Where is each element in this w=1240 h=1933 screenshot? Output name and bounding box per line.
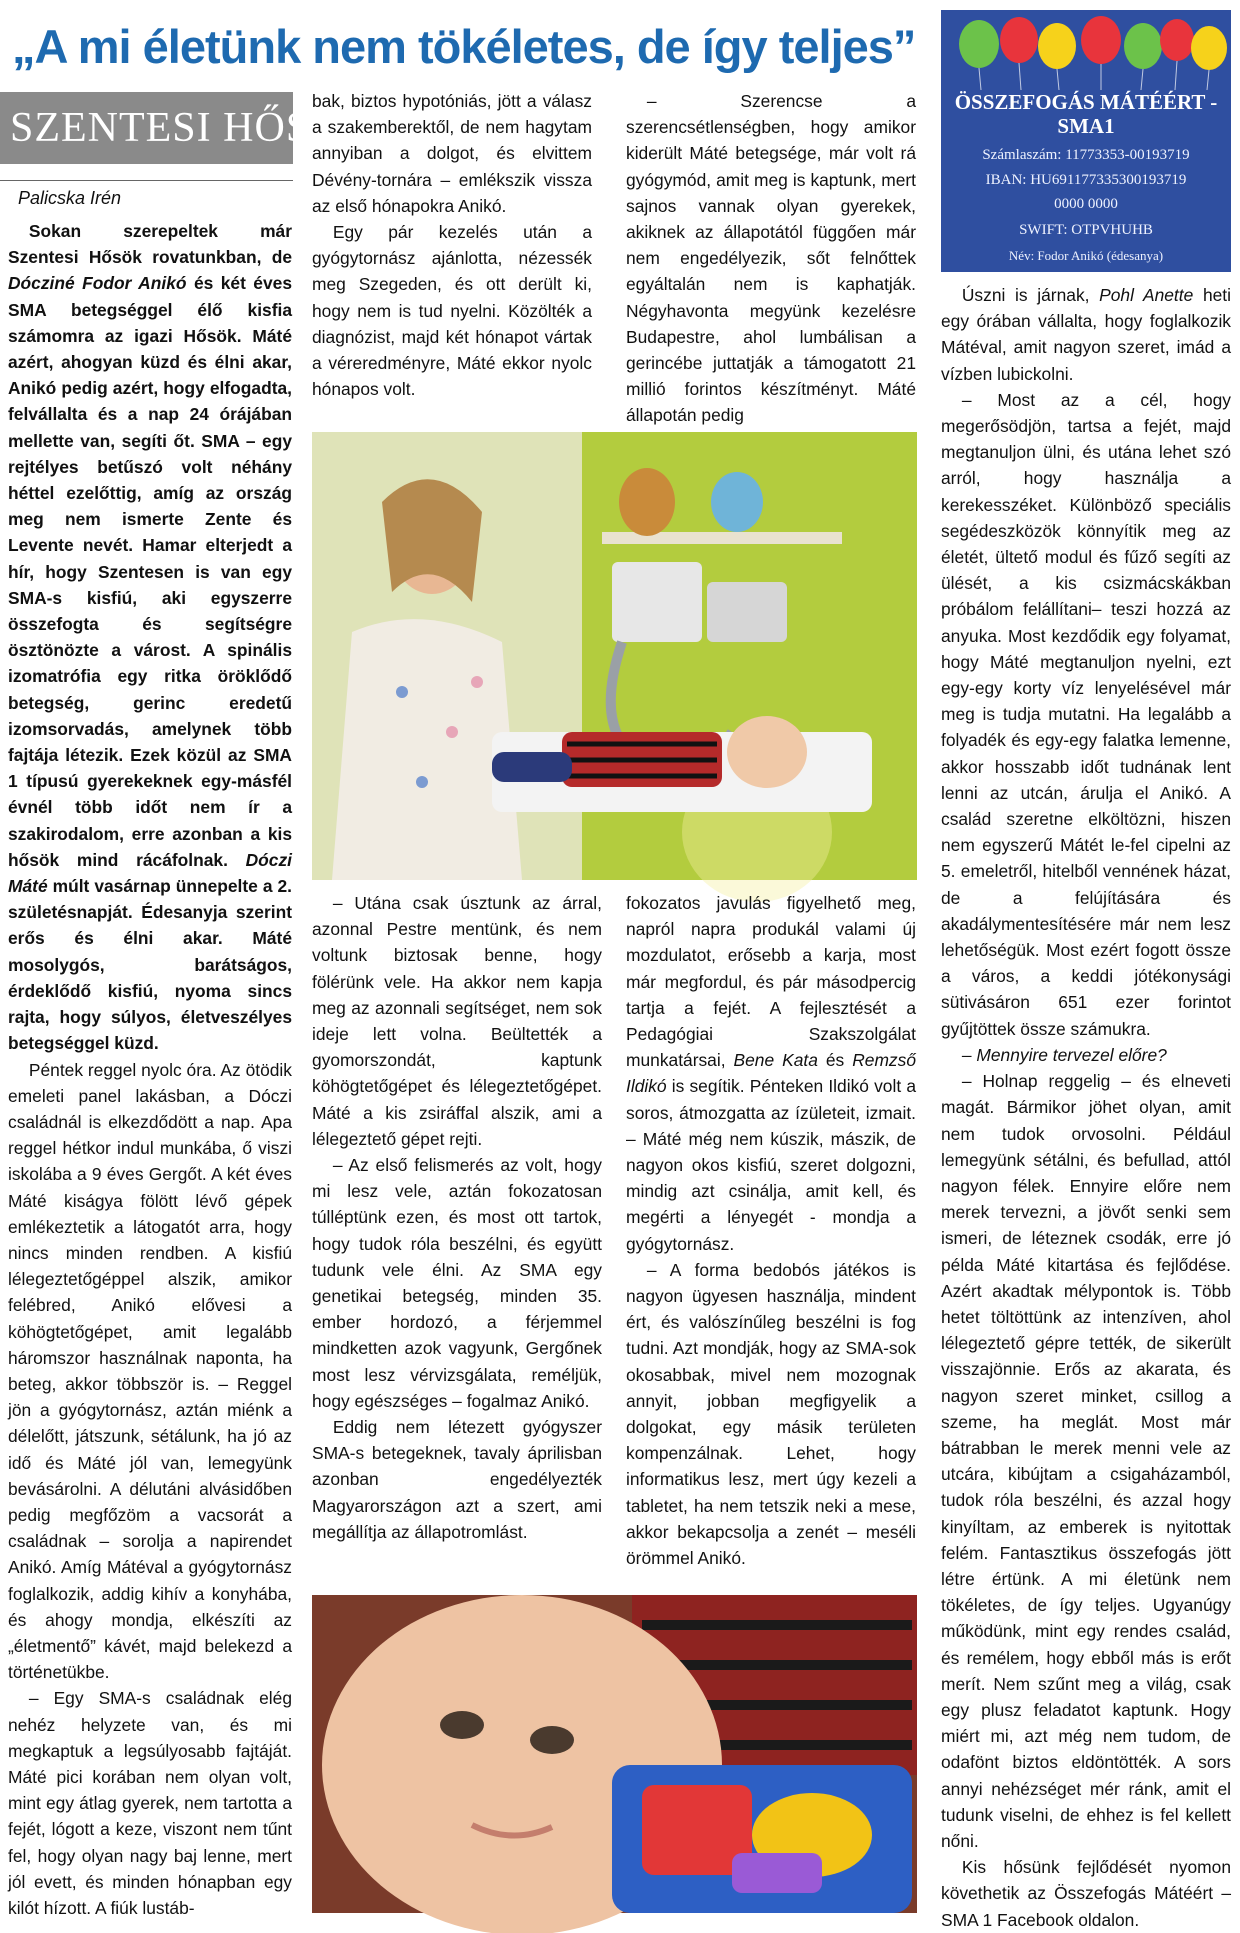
lead-paragraph <box>8 218 292 1057</box>
paragraph: bak, biztos hypotóniás, jött a válasz a szakemberektől, de nem hagytam annyiban a dolgot, és elvittem Dévény-tornára – emlékszik vissza az első hónapokra Anikó. <box>312 91 592 216</box>
paragraph: – Most az a cél, hogy megerősödjön, tartsa a fejét, majd megtanuljon ülni, és utána lehet szó arról, hogy használja a kerekesszéket. Különböző speciális segédeszközök könnyítik meg az életét, ültető modul és fűző segíti az ülését, a kis csizmácskákban próbálom felállítani– teszi hozzá az anyuka. Most kezdődik egy folyamat, hogy Máté megtanuljon nyelni, ezt egy-egy korty víz lenyelésével már meg is tudja mutatni. Ha legalább a folyadék és egy-egy falatka lemenne, akkor hosszabb időt tudnának lent lenni az utcán, árulja el Anikó. A család szeretne elköltözni, hiszen nem egyszerű Mátét le-fel cipelni az 5. emeletről, hitelből vennének házat, de a felújítására és akadálymentesítésére már nem lesz lehetőségük. Most ezért fogott össze a város, a keddi jótékonysági sütivásáron 651 ezer forintot gyűjtöttek össze számukra. <box>941 389 1231 1039</box>
paragraph <box>626 890 916 1257</box>
paragraph: – Holnap reggelig – és elneveti magát. Bármikor jöhet olyan, amit nem tudok orvosolni. Például lemegyünk sétálni, és befullad, attól nagyon félek. Ennyire előre nem merek tervezni, a jövőt senki sem ismeri, de léteznek csodák, erre jó példa Máté kitartása és fejlődése. Azért akadtak mélypontok is. Több hetet töltöttünk az intenzíven, ahol lélegeztető gépre tették, de sikerült visszajönnie. Erős az akarata, és nagyon szeret minket, csillog a szeme, ha meglát. Most már bátrabban le merek menni vele az utcára, kibújtam a csigaházamból, tudok róla beszélni, és azzal hogy kinyíltam, az emberek is nyitottak felém. Fantasztikus összefogás jött létre értünk. A mi életünk nem tökéletes, de így teljes. Ugyanúgy működünk, mint egy rendes család, és remélem, hogy ebből más is erőt merít. Nem szűnt meg a világ, csak egy plusz feladatot kaptunk. Hogy miért mi, azt még nem tudom, de odafönt biztos eldöntötték. A sors annyi nehézséget mér ránk, amit el tudunk viselni, de ehhez is fel kellett nőni. <box>941 1071 1231 1851</box>
text-span: is segítik. Pénteken Ildikó volt a soros, átmozgatta az ízületeit, izmait. – Máté még nem kúszik, mászik, de nagyon okos kisfiú, szeret dolgozni, mindig azt csinálja, amit kell, és megérti a lényegét - mondja a gyógytornász. <box>626 1076 916 1254</box>
balloon-icon <box>1160 19 1194 61</box>
paragraph: – Egy SMA-s családnak elég nehéz helyzete van, és mi megkaptuk a legsúlyosabb fajtáját. Máté pici korában nem olyan volt, mint egy átlag gyerek, nem tartotta a fejét, lógott a keze, viszont nem tűnt fel, hogy olyan nagy baj lenne, mert jól evett, és minden hónapban egy kilót hízott. A fiúk lustáb- <box>8 1688 292 1918</box>
balloon-icon <box>1000 17 1038 63</box>
donation-title <box>941 90 1231 138</box>
column-1 <box>8 218 292 1918</box>
balloon-icon <box>1191 26 1227 70</box>
column-2-top <box>312 88 592 418</box>
account-holder: Név: Fodor Anikó (édesanya) <box>1008 248 1164 263</box>
text-span: Sokan szerepeltek már Szentesi Hősök rovatunkban, de <box>8 221 292 268</box>
paragraph: Egy pár kezelés után a gyógytornász ajánlotta, nézessék meg Szegeden, és ott derült ki, hogy nem is tud nyelni. Közölték a diagnózist, majd két hónapot vártak a véreredményre, Máté ekkor nyolc hónapos volt. <box>312 222 592 400</box>
balloon-icon <box>1038 23 1076 69</box>
iban: IBAN: HU691177335300193719 <box>985 172 1187 188</box>
person-name: Pohl Anette <box>1099 285 1194 305</box>
paragraph: – Szerencse a szerencsétlenségben, hogy amikor kiderült Máté betegsége, már volt rá gyógymód, amit meg is kaptunk, mert sajnos vannak olyan gyerekek, akiknek az állapotától függően már nem engedélyezik, sőt felnőttek egyáltalán nem is kaphatják. Négyhavonta megyünk kezelésre Budapestre, ahol lumbálisan a gerincébe juttatják a támogatott 21 millió forintos készítményt. Máté állapotán pedig <box>626 91 916 426</box>
donation-title-line-1: ÖSSZEFOGÁS MÁTÉÉRT - <box>954 90 1218 114</box>
paragraph: Péntek reggel nyolc óra. Az ötödik emeleti panel lakásban, a Dóczi családnál is elkezdődött a nap. Apa reggel hétkor indul munkába, ő viszi iskolába a 9 éves Gergőt. A két éves Máté kiságya fölött lévő gépek emlékeztetik a látogatót arra, hogy nincs minden rendben. A kisfiú lélegeztetőgéppel alszik, amikor felébred, Anikó elővesi a köhögtetőgépet, amit legalább háromszor használnak naponta, ha beteg, akkor többször is. – Reggel jön a gyógytornász, aztán miénk a délelőtt, játszunk, sétálunk, ha jó az idő és Máté jól van, lemegyünk bevásárolni. A délutáni alvásidőben pedig megfőzöm a vacsorát a családnak – sorolja a napirendet Anikó. Amíg Mátéval a gyógytornász foglalkozik, addig kihív a konyhába, és ahogy mondja, elkészíti az „életmentő” kávét, majd belekezd a történetükbe. <box>8 1059 292 1683</box>
text-span: Úszni is járnak, <box>961 285 1100 305</box>
column-3-top <box>626 88 916 426</box>
balloon-icon <box>1124 23 1162 69</box>
question: – Mennyire tervezel előre? <box>961 1044 1167 1065</box>
balloon-icon <box>1081 16 1121 64</box>
photo-illustration <box>312 432 917 880</box>
text-span: heti egy órában vállalta, hogy foglalkozik Mátéval, amit nagyon szeret, imád a vízben lubickolni. <box>941 285 1231 384</box>
person-name: Dóczi Máté <box>8 849 292 897</box>
paragraph: Kis hősünk fejlődését nyomon követhetik az Összefogás Mátéért – SMA 1 Facebook oldalon. <box>941 1857 1231 1930</box>
headline: „A mi életünk nem tökéletes, de így teljes” <box>12 20 916 73</box>
paragraph: – A forma bedobós játékos is nagyon ügyesen használja, mindent ért, és valószínűleg beszélni is fog tudni. Azt mondják, hogy az SMA-sok okosabbak, mivel nem mozognak annyit, jobban megfigyelik a dolgokat, egy másik területen kompenzálnak. Lehet, hogy informatikus lesz, mert úgy kezeli a tabletet, ha nem tetszik neki a mese, akkor bekapcsolja a zenét – meséli örömmel Anikó. <box>626 1259 916 1569</box>
column-3-middle <box>626 890 916 1580</box>
account-number: Számlaszám: 11773353-00193719 <box>982 147 1190 163</box>
byline: Palicska Irén <box>18 188 122 208</box>
photo-child-with-toy <box>312 1595 917 1913</box>
photo-illustration <box>312 1595 917 1913</box>
paragraph <box>941 282 1231 387</box>
person-name: Dócziné Fodor Anikó <box>8 273 187 294</box>
photo-mother-and-child <box>312 432 917 880</box>
paragraph: Eddig nem létezett gyógyszer SMA-s betegeknek, tavaly áprilisban azonban engedélyezték Magyarországon azt a szert, ami megállítja az állapotromlást. <box>312 1417 602 1542</box>
paragraph: – Az első felismerés az volt, hogy mi lesz vele, aztán fokozatosan túlléptünk ezen, és most ott tartok, hogy tudok róla beszélni, és együtt tudunk vele élni. Az SMA egy genetikai betegség, minden 35. ember hordozó, a férjemmel mindketten azok vagyunk, Gergőnek most lesz vérvizsgálata, reméljük, hogy egészséges – fogalmaz Anikó. <box>312 1155 602 1411</box>
text-span: fokozatos javulás figyelhető meg, napról napra produkál valami új mozdulatot, erősebb a karja, most már megfordul, és pár másodpercig tartja a fejét. A fejlesztését a Pedagógiai Szakszolgálat munkatársai, <box>626 893 916 1071</box>
iban-continuation: 0000 0000 <box>1054 196 1118 212</box>
balloon-icon <box>959 20 999 68</box>
column-4 <box>941 282 1231 1930</box>
person-name: Bene Kata <box>733 1050 818 1071</box>
swift: SWIFT: OTPVHUHB <box>1019 222 1153 238</box>
person-name: Remzső Ildikó <box>626 1050 916 1097</box>
text-span: és <box>817 1050 853 1071</box>
donation-box <box>941 10 1231 272</box>
column-2-middle <box>312 890 602 1580</box>
paragraph: – Utána csak úsztunk az árral, azonnal Pestre mentünk, és nem voltunk biztosak benne, hogy fölérünk vele. Ha akkor nem kapja meg az azonnali segítséget, nem sok ideje lett volna. Beültették a gyomorszondát, kaptunk köhögtetőgépet és lélegeztetőgépet. Máté a kis zsiráffal alszik, ami a lélegeztető gépet rejti. <box>312 893 602 1149</box>
rubric-divider <box>0 180 293 181</box>
rubric-label: SZENTESI HŐSÖK <box>0 92 293 164</box>
text-span: és két éves SMA betegséggel élő kisfia számomra az igazi Hősök. Máté azért, ahogyan küzd és élni akar, Anikó pedig azért, hogy elfogadta, felvállalta és a nap 24 órájában mellette van, segíti őt. SMA – egy rejtélyes betűszó volt néhány héttel ezelőttig, amíg az ország meg nem ismerte Zente és Levente nevét. Hamar elterjedt a hír, hogy Szentesen is van egy SMA-s kisfiú, aki egyszerre összefogta és segítségre ösztönözte a várost. A spinális izomatrófia egy ritka öröklődő betegség, gerinc eredetű izomsorvadás, amelynek több fajtája létezik. Ezek közül az SMA 1 típusú gyerekeknek egy-másfél évnél több időt nem ír a szakirodalom, erre azonban a kis hősök mind rácáfolnak. <box>8 273 292 870</box>
balloons-illustration <box>941 10 1231 90</box>
donation-title-line-2: SMA1 <box>1057 114 1115 138</box>
text-span: múlt vasárnap ünnepelte a 2. születésnapját. Édesanyja szerint erős és élni akar. Máté mosolygós, barátságos, érdeklődő kisfiú, nyoma sincs rajta, hogy súlyos, életveszélyes betegséggel küzd. <box>8 876 292 1054</box>
